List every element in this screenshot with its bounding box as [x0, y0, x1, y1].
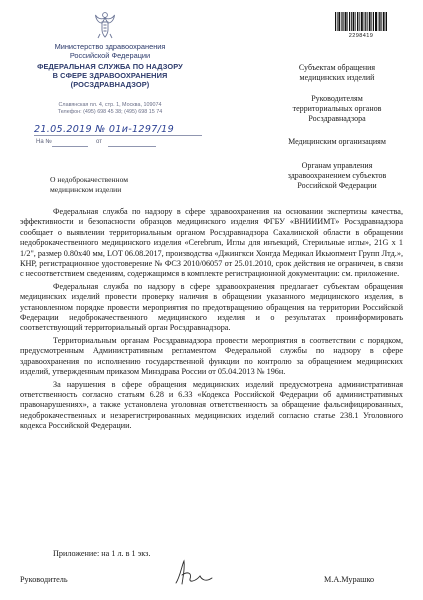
- agency-line: В СФЕРЕ ЗДРАВООХРАНЕНИЯ: [52, 70, 168, 80]
- signatory-name: М.А.Мурашко: [324, 575, 375, 584]
- subject-line: медицинском изделии: [50, 184, 122, 194]
- agency-line: ФЕДЕРАЛЬНАЯ СЛУЖБА ПО НАДЗОРУ: [37, 62, 183, 71]
- ministry-line: Российской Федерации: [69, 50, 151, 60]
- barcode-icon: [335, 12, 387, 31]
- body-paragraph: Федеральная служба по надзору в сфере здравоохранения на основании экспертизы качества, эффективности и безопасности образцов медицинского изделия ФГБУ «ВНИИИМТ» Росздравнадзора сообщает о выявлении территориальным органом Росздравнадзора Сахалинской области в обращении недоброкачественного медицинского изделия «Cerebrum, Иглы для инъекций, Стерильные иглы», 21G x 1 1/2", размер 0.80x40 мм, LOT 06.08.2017, производства «Джингкси Хонгда Медикал Икьюпмент Групп Лтд.», КНР, регистрационное удостоверение № ФСЗ 2010/06057 от 25.01.2010, срок действия не ограничен, в связи с несоответствием сведениям, содержащимся в комплекте регистрационной документации: см. приложение.: [20, 207, 403, 279]
- double-headed-eagle-emblem-icon: [94, 10, 116, 40]
- body-paragraph: За нарушения в сфере обращения медицинских изделий предусмотрена административная ответственность согласно статьям 6.28 и 6.33 «Кодекса Российской Федерации об административных правонарушениях», а также установлена уголовная ответственность за обращение фальсифицированных, недоброкачественных и незарегистрированных медицинских изделий согласно статье 238.1 Уголовного кодекса Российской Федерации.: [20, 379, 403, 431]
- recipient-line: Органам управления: [301, 161, 373, 170]
- handwritten-date-number: 21.05.2019 № 01и-1297/19: [34, 124, 174, 135]
- recipient-line: Российской Федерации: [297, 181, 377, 190]
- agency-name: [22, 63, 198, 89]
- address-line: Телефон: (495) 698 45 38; (495) 698 15 74: [57, 109, 163, 116]
- recipient-line: медицинских изделий: [299, 73, 375, 82]
- recipient-2: [262, 94, 412, 124]
- agency-address: [30, 102, 190, 117]
- reference-number-label: На №: [36, 139, 52, 145]
- barcode-number: 2298419: [348, 33, 374, 39]
- recipient-3: [262, 137, 412, 147]
- reference-date-underline: [108, 146, 156, 147]
- address-line: Славянская пл. 4, стр. 1, Москва, 109074: [58, 102, 162, 108]
- ministry-line: Министерство здравоохранения: [54, 42, 166, 51]
- letter-body: [20, 207, 403, 432]
- signatory-role: Руководитель: [20, 575, 68, 584]
- letter-subject: [50, 175, 128, 194]
- subject-line: О недоброкачественном: [50, 175, 129, 184]
- reference-date-label: от: [96, 139, 102, 145]
- recipient-1: [262, 63, 412, 83]
- recipient-4: [262, 161, 412, 191]
- date-underline: [34, 135, 202, 136]
- ministry-name: [28, 43, 192, 60]
- recipient-line: Субъектам обращения: [298, 63, 376, 72]
- body-paragraph: Федеральная служба по надзору в сфере здравоохранения предлагает субъектам обращения медицинских изделий провести проверку наличия в обращении указанного медицинского изделия, в установленном порядке провести мероприятия по предотвращению обращения на территории Российской Федерации недоброкачественного медицинского изделия и о результатах проинформировать соответствующий территориальный орган Росздравнадзора.: [20, 281, 403, 333]
- body-paragraph: Территориальным органам Росздравнадзора провести мероприятия в соответствии с порядком, предусмотренным Административным регламентом Федеральной службы по надзору в сфере здравоохранения по исполнению государственной функции по контролю за обращением медицинских изделий, утвержденным приказом Минздрава России от 05.04.2013 № 196н.: [20, 335, 403, 377]
- date-number-field: [34, 124, 204, 137]
- attachment-note: Приложение: на 1 л. в 1 экз.: [53, 549, 151, 558]
- handwritten-signature-icon: [170, 557, 216, 587]
- reference-number-underline: [52, 146, 88, 147]
- recipient-line: Руководителям: [311, 94, 363, 103]
- recipient-line: Медицинским организациям: [288, 137, 386, 146]
- recipient-line: здравоохранением субъектов: [287, 171, 387, 180]
- recipient-line: Росздравнадзора: [308, 114, 366, 123]
- agency-line: (РОСЗДРАВНАДЗОР): [70, 79, 150, 89]
- recipient-line: территориальных органов: [292, 104, 382, 113]
